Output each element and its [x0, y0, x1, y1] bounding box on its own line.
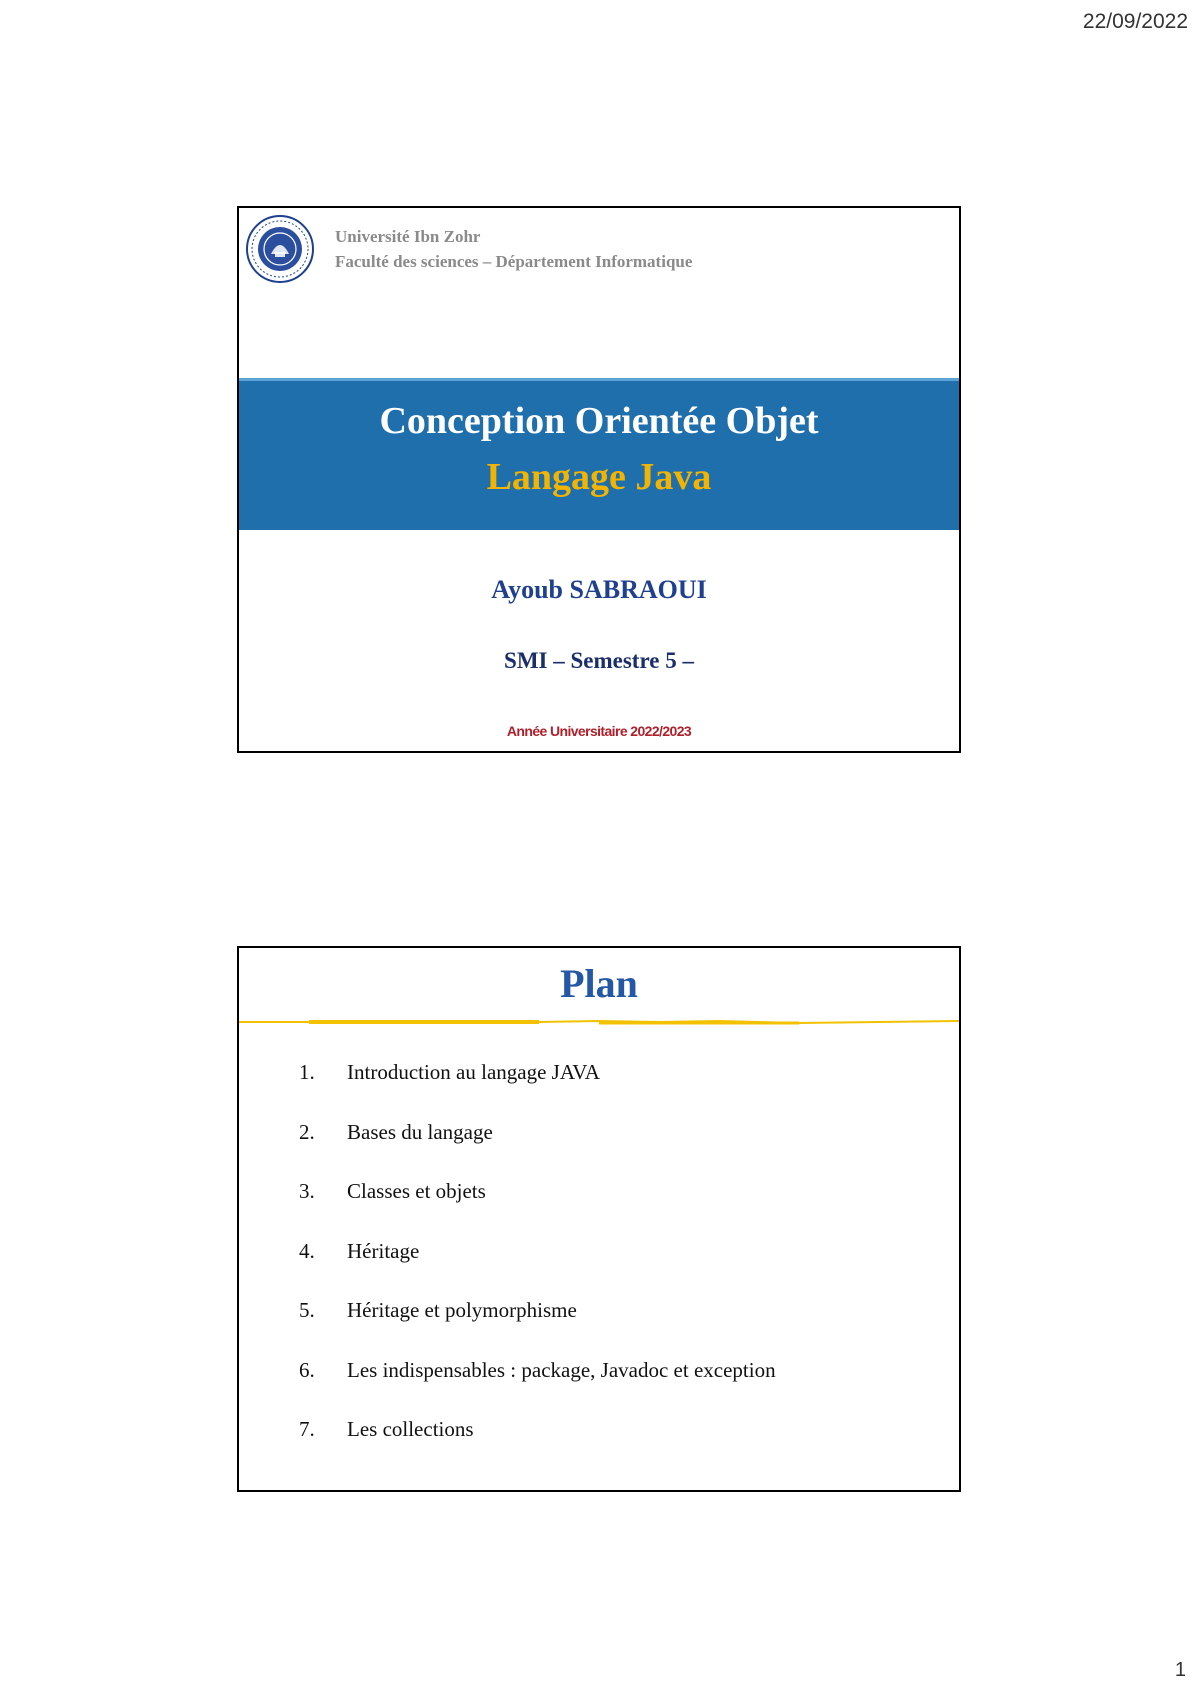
item-number: 5. [299, 1298, 315, 1322]
item-number: 6. [299, 1357, 315, 1382]
course-title: Conception Orientée Objet [379, 400, 819, 442]
list-item [299, 1060, 776, 1120]
list-item [299, 1179, 776, 1239]
academic-year: Année Universitaire 2022/2023 [506, 723, 692, 739]
item-number: 2. [299, 1119, 315, 1144]
course-subtitle: Langage Java [486, 456, 712, 498]
list-item [299, 1358, 776, 1418]
title-band [239, 378, 959, 530]
plan-divider [239, 1018, 959, 1028]
item-number: 1. [299, 1060, 315, 1084]
title-slide [237, 206, 961, 753]
list-item [299, 1417, 776, 1477]
faculty-name: Faculté des sciences – Département Informatique [335, 252, 693, 271]
item-number: 7. [299, 1417, 315, 1441]
semester-label: SMI – Semestre 5 – [504, 648, 694, 673]
page-number: 1 [1174, 1659, 1186, 1681]
author-name: Ayoub SABRAOUI [491, 575, 707, 604]
item-label: Classes et objets [347, 1179, 486, 1203]
item-number: 4. [299, 1238, 315, 1263]
university-seal-icon [245, 214, 315, 284]
item-label: Introduction au langage JAVA [347, 1060, 600, 1084]
plan-slide [237, 946, 961, 1492]
university-header [245, 214, 692, 284]
university-name: Université Ibn Zohr [335, 227, 481, 246]
list-item [299, 1239, 776, 1299]
page-date: 22/09/2022 [1082, 10, 1188, 33]
item-label: Les collections [347, 1417, 474, 1441]
plan-title: Plan [560, 961, 638, 1006]
list-item [299, 1298, 776, 1358]
item-label: Les indispensables : package, Javadoc et exception [347, 1357, 776, 1382]
item-label: Bases du langage [347, 1119, 493, 1144]
item-label: Héritage et polymorphisme [347, 1298, 577, 1322]
plan-list [299, 1060, 776, 1477]
item-label: Héritage [347, 1238, 420, 1263]
item-number: 3. [299, 1179, 315, 1203]
list-item [299, 1120, 776, 1180]
